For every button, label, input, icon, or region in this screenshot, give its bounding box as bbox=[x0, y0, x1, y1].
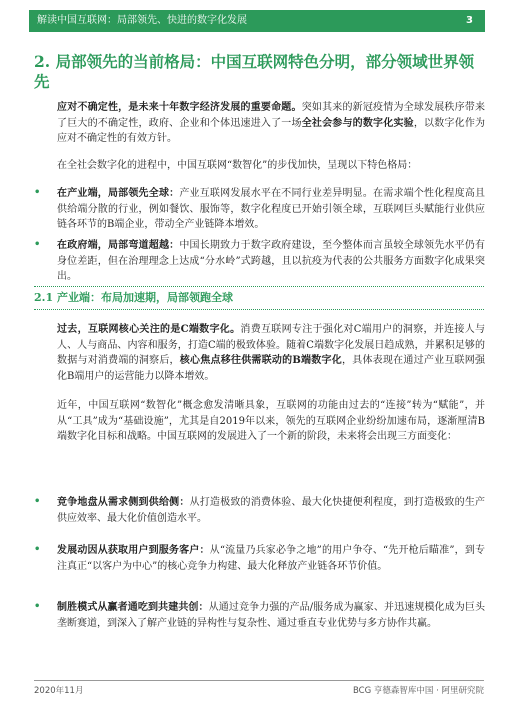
intro-paragraph bbox=[57, 100, 485, 147]
bullet-industry bbox=[57, 186, 485, 233]
paragraph-c-end bbox=[57, 322, 485, 384]
para1-text2: ，具体表现在通过产业互联网强化B端用户的运营能力以降本增效。 bbox=[57, 355, 486, 382]
bullet-icon: • bbox=[34, 544, 41, 555]
bullet-icon: • bbox=[34, 496, 41, 507]
intro-bold2: 全社会参与的数字化实验 bbox=[301, 117, 414, 129]
section-title: 2. 局部领先的当前格局：中国互联网特色分明，部分领域世界领先 bbox=[34, 52, 475, 91]
paragraph-evolution: 近年，中国互联网“数智化”概念愈发清晰具象，互联网的功能由过去的“连接”转为“赋能”，并从“工具”成为“基础设施”，尤其是自2019年以来，领先的互联网企业纷纷加速布局，逐渐厘清B端数字化目标和战略。中国互联网的发展进入了一个新的阶段，未来将会出现三方面变化： bbox=[57, 400, 485, 443]
bullet-text: 从通过竞争力强的产品/服务成为赢家、并迅速规模化成为巨头垄断赛道，到深入了解产业链的异构性与复杂性、通过垂直专业优势与多方协作共赢。 bbox=[57, 602, 485, 629]
bullet-text: 产业互联网发展水平在不同行业差异明显。在需求端个性化程度高且供给端分散的行业，例如餐饮、服饰等，数字化程度已开始引领全球，互联网巨头赋能行业供应链各环节的B端企业，带动全产业链降本增效。 bbox=[57, 188, 486, 231]
divider bbox=[34, 286, 484, 287]
bullet-text: 从打造极致的消费体验、最大化快捷便利程度，到打造极致的生产供应效率、最大化价值创造水平。 bbox=[57, 497, 486, 524]
footer-date: 2020年11月 bbox=[34, 686, 84, 696]
bullet-bold: 竞争地盘从需求侧到供给侧： bbox=[57, 497, 190, 508]
bullet-bold: 在政府端，局部弯道超越： bbox=[57, 240, 180, 251]
bullet-government bbox=[57, 238, 485, 285]
para1-text1: 消费互联网专注于强化对C端用户的洞察，并连接人与人、人与商品、内容和服务，打造C端的极致体验。随着C端数字化发展日趋成熟，并累积足够的数据与对消费端的洞察后， bbox=[57, 324, 485, 367]
page-number: 3 bbox=[466, 15, 473, 26]
intro-text2: ，以数字化作为应对不确定性的有效方针。 bbox=[57, 117, 486, 145]
bullet-icon: • bbox=[34, 601, 41, 612]
header-title: 解读中国互联网：局部领先、快进的数字化发展 bbox=[37, 15, 247, 26]
footer-rule bbox=[34, 680, 484, 681]
intro-text1: 突如其来的新冠疫情为全球发展秩序带来了巨大的不确定性，政府、企业和个体迅速进入了一场 bbox=[57, 102, 486, 129]
bullet-text: 中国长期致力于数字政府建设，至今整体而言虽较全球领先水平仍有身位差距，但在治理理念上达成“分水岭”式跨越，且以抗疫为代表的公共服务方面数字化成果突出。 bbox=[57, 240, 486, 283]
bullet-competition bbox=[57, 495, 485, 526]
header-bar bbox=[29, 10, 485, 32]
bullet-bold: 制胜模式从赢者通吃到共建共创： bbox=[57, 602, 209, 613]
footer-source: BCG 亨德森智库中国 · 阿里研究院 bbox=[352, 686, 484, 696]
divider bbox=[34, 309, 484, 310]
bullet-bold: 发展动因从获取用户到服务客户： bbox=[57, 545, 210, 556]
para1-bold2: 核心焦点移往供需联动的B端数字化 bbox=[179, 355, 342, 367]
bullet-winning-model bbox=[57, 600, 485, 631]
bullet-icon: • bbox=[34, 239, 41, 250]
bullet-drivers bbox=[57, 543, 485, 574]
bullet-text: 从“流量乃兵家必争之地”的用户争夺、“先开枪后瞄准”，到专注真正“以客户为中心”的核心竞争力构建、最大化释放产业链各环节价值。 bbox=[57, 545, 486, 572]
bullet-icon: • bbox=[34, 187, 41, 198]
subsection-title: 2.1 产业端：布局加速期，局部领跑全球 bbox=[34, 291, 233, 304]
intro-bold: 应对不确定性，是未来十年数字经济发展的重要命题。 bbox=[57, 102, 302, 113]
para1-bold: 过去，互联网核心关注的是C端数字化。 bbox=[57, 324, 241, 335]
lead-paragraph: 在全社会数字化的进程中，中国互联网“数智化”的步伐加快，呈现以下特色格局： bbox=[57, 160, 418, 171]
bullet-bold: 在产业端，局部领先全球： bbox=[57, 188, 180, 199]
